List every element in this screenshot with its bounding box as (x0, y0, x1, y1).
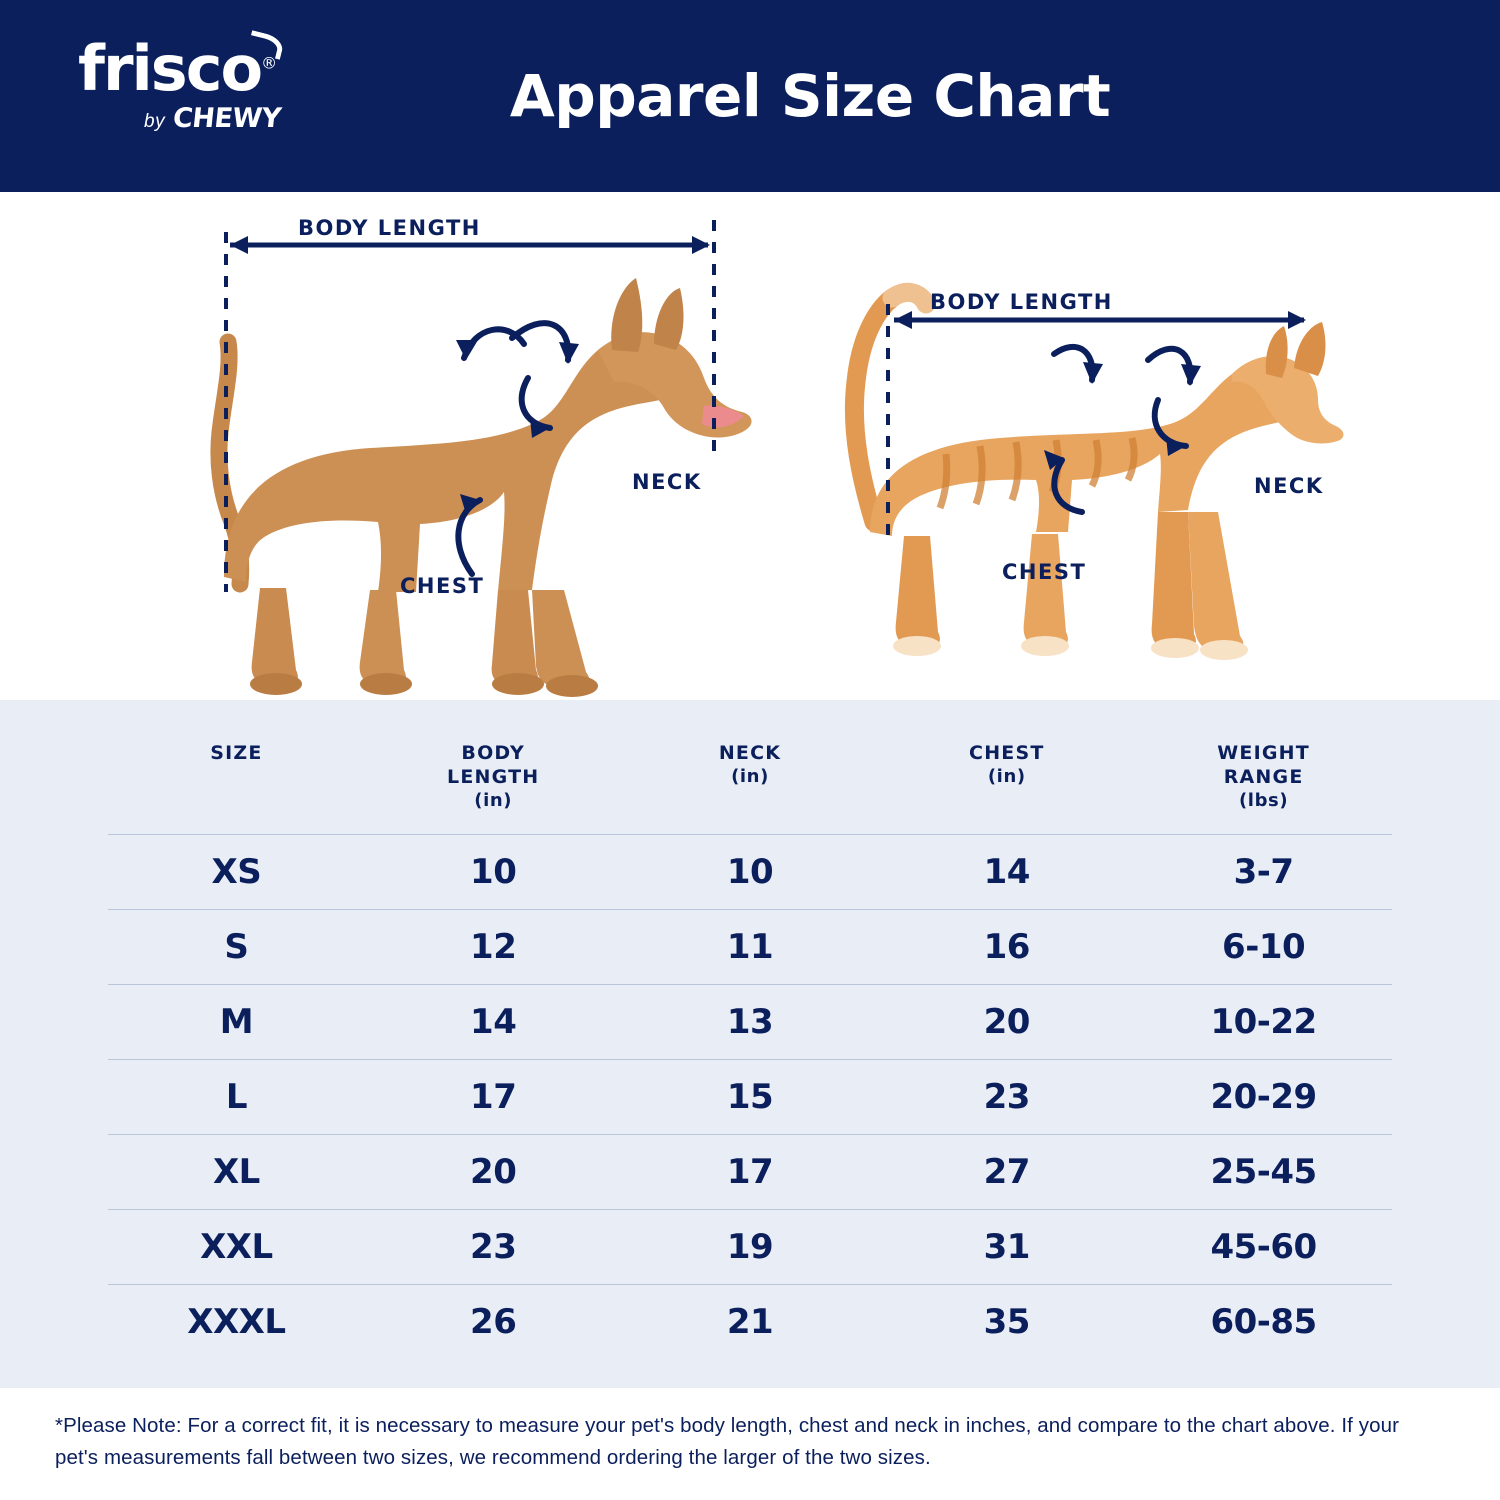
table-row (108, 1285, 1392, 1360)
size-chart-table (108, 730, 1392, 1359)
table-row (108, 985, 1392, 1060)
brand-logo-frisco (78, 32, 278, 105)
header-chest (878, 730, 1135, 835)
cell-weight: 3-7 (1135, 835, 1392, 910)
cell-chest: 20 (878, 985, 1135, 1060)
cell-weight: 25-45 (1135, 1135, 1392, 1210)
header-weight-line1: WEIGHT (1217, 742, 1310, 764)
table-body (108, 835, 1392, 1360)
table-header-row (108, 730, 1392, 835)
header-body-length-unit: (in) (474, 789, 513, 811)
brand-logo-frisco-text: frisco (78, 32, 262, 105)
cell-size: XS (108, 835, 365, 910)
header-chest-label: CHEST (969, 742, 1045, 764)
header-body-length-line1: BODY (461, 742, 525, 764)
cell-body-length: 17 (365, 1060, 622, 1135)
cell-size: XXXL (108, 1285, 365, 1360)
dog-diagram (120, 192, 760, 700)
header-body-length-line2: LENGTH (447, 765, 540, 788)
cell-neck: 21 (622, 1285, 879, 1360)
cat-illustration-svg (770, 192, 1390, 700)
cell-chest: 16 (878, 910, 1135, 985)
header-weight-range (1135, 730, 1392, 835)
cell-size: L (108, 1060, 365, 1135)
table-head (108, 730, 1392, 835)
cell-weight: 6-10 (1135, 910, 1392, 985)
cell-neck: 13 (622, 985, 879, 1060)
table-row (108, 1135, 1392, 1210)
cat-body-length-label: BODY LENGTH (930, 290, 1113, 314)
dog-body-length-label: BODY LENGTH (298, 216, 481, 240)
header-chest-unit: (in) (987, 765, 1026, 787)
header-size (108, 730, 365, 835)
header-neck-label: NECK (718, 742, 782, 764)
dog-neck-label: NECK (632, 470, 702, 494)
header-neck-unit: (in) (731, 765, 769, 787)
cell-body-length: 26 (365, 1285, 622, 1360)
cell-size: XL (108, 1135, 365, 1210)
cell-body-length: 23 (365, 1210, 622, 1285)
cell-weight: 60-85 (1135, 1285, 1392, 1360)
page-title: Apparel Size Chart (509, 62, 1111, 130)
cell-chest: 23 (878, 1060, 1135, 1135)
header-body-length (365, 730, 622, 835)
cell-weight: 20-29 (1135, 1060, 1392, 1135)
brand-logo (78, 32, 378, 134)
cell-chest: 35 (878, 1285, 1135, 1360)
cell-neck: 19 (622, 1210, 879, 1285)
page-header (0, 0, 1500, 192)
cell-chest: 27 (878, 1135, 1135, 1210)
brand-logo-by: by (144, 110, 166, 132)
brand-logo-subline (78, 103, 378, 134)
header-neck (622, 730, 879, 835)
registered-mark: ® (261, 53, 278, 73)
size-chart-table-band (0, 700, 1500, 1388)
cell-size: M (108, 985, 365, 1060)
cell-chest: 14 (878, 835, 1135, 910)
cell-neck: 11 (622, 910, 879, 985)
table-row (108, 1060, 1392, 1135)
cell-neck: 10 (622, 835, 879, 910)
header-weight-line2: RANGE (1223, 765, 1304, 788)
table-row (108, 910, 1392, 985)
cat-neck-label: NECK (1254, 474, 1324, 498)
cell-weight: 10-22 (1135, 985, 1392, 1060)
cell-chest: 31 (878, 1210, 1135, 1285)
cell-body-length: 20 (365, 1135, 622, 1210)
header-size-label: SIZE (210, 742, 263, 764)
table-row (108, 835, 1392, 910)
cell-weight: 45-60 (1135, 1210, 1392, 1285)
measurement-illustrations (0, 192, 1500, 700)
cat-diagram (770, 192, 1390, 700)
cell-neck: 15 (622, 1060, 879, 1135)
dog-chest-label: CHEST (400, 574, 485, 598)
cell-size: XXL (108, 1210, 365, 1285)
footnote: *Please Note: For a correct fit, it is necessary to measure your pet's body length, chest and neck in inches, and compare to the chart above. If your pet's measurements fall between two sizes, we recommend ordering the larger of the two sizes. (0, 1388, 1500, 1500)
cell-neck: 17 (622, 1135, 879, 1210)
cell-body-length: 14 (365, 985, 622, 1060)
cell-size: S (108, 910, 365, 985)
brand-logo-chewy: CHEWY (171, 102, 283, 134)
cell-body-length: 12 (365, 910, 622, 985)
header-weight-unit: (lbs) (1238, 789, 1289, 811)
dog-illustration-svg (120, 192, 760, 700)
cell-body-length: 10 (365, 835, 622, 910)
cat-chest-label: CHEST (1002, 560, 1087, 584)
table-row (108, 1210, 1392, 1285)
